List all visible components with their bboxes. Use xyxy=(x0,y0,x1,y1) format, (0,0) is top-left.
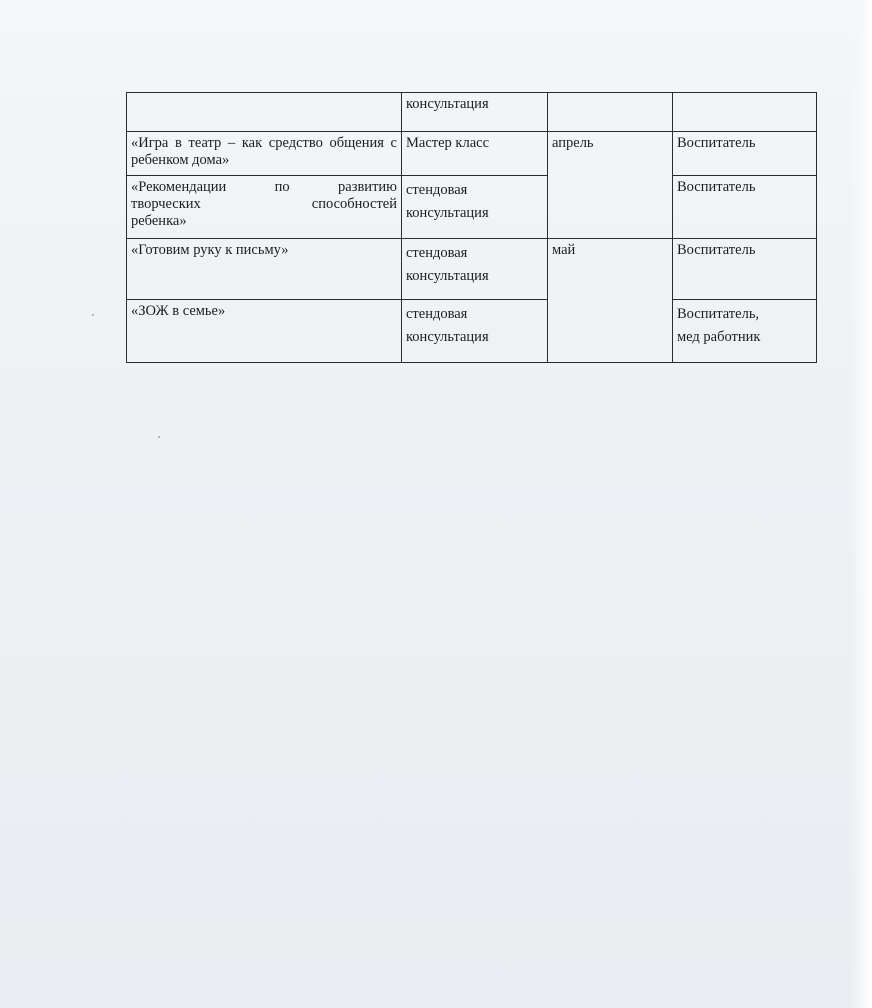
form-line: стендовая xyxy=(406,306,468,322)
topic-cell: «ЗОЖ в семье» xyxy=(127,300,402,363)
responsible-line: Воспитатель, xyxy=(677,306,760,322)
topic-cell xyxy=(127,176,402,239)
topic-line: «Рекомендации по развитию xyxy=(131,179,397,195)
topic-cell: «Готовим руку к письму» xyxy=(127,239,402,300)
form-line: консультация xyxy=(406,329,489,345)
form-cell: Мастер класс xyxy=(402,132,548,176)
month-cell xyxy=(548,93,673,132)
responsible-cell: Воспитатель xyxy=(673,239,817,300)
form-line: консультация xyxy=(406,205,489,221)
form-cell xyxy=(402,176,548,239)
topic-cell: «Игра в театр – как средство общения с ребенком дома» xyxy=(127,132,402,176)
responsible-cell: Воспитатель xyxy=(673,132,817,176)
topic-cell xyxy=(127,93,402,132)
form-line: консультация xyxy=(406,268,489,284)
paper-edge xyxy=(850,0,872,1008)
form-line: стендовая xyxy=(406,182,468,198)
form-cell xyxy=(402,300,548,363)
events-table xyxy=(126,92,817,363)
paper-speck xyxy=(158,436,160,438)
topic-line: ребенка» xyxy=(131,213,187,229)
paper-speck xyxy=(92,314,94,316)
responsible-cell xyxy=(673,93,817,132)
table-row xyxy=(127,300,817,363)
topic-line: творческих способностей xyxy=(131,196,397,212)
table-row xyxy=(127,176,817,239)
form-cell xyxy=(402,239,548,300)
month-cell: апрель xyxy=(548,132,673,239)
table-row xyxy=(127,93,817,132)
table-row xyxy=(127,239,817,300)
responsible-cell: Воспитатель xyxy=(673,176,817,239)
form-line: стендовая xyxy=(406,245,468,261)
month-cell: май xyxy=(548,239,673,363)
responsible-cell xyxy=(673,300,817,363)
responsible-line: мед работник xyxy=(677,329,761,345)
form-cell: консультация xyxy=(402,93,548,132)
table-row xyxy=(127,132,817,176)
